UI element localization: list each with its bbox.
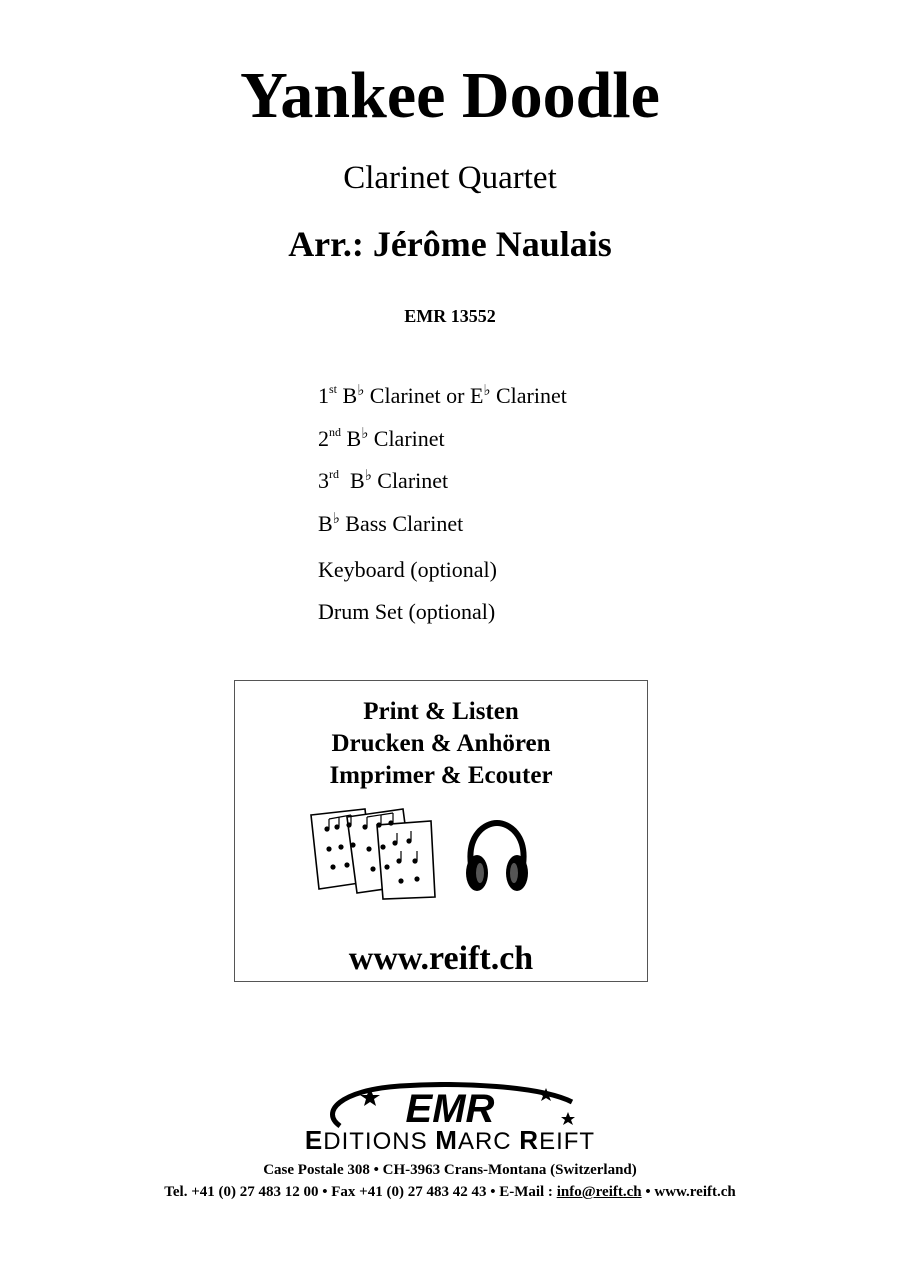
promo-line-de: Drucken & Anhören: [331, 730, 551, 757]
catalog-number: EMR 13552: [404, 306, 496, 326]
instrument-5: Keyboard (optional): [318, 557, 497, 582]
promo-line-en: Print & Listen: [363, 698, 519, 725]
instrument-1: 1st B♭ Clarinet or E♭ Clarinet: [318, 382, 567, 408]
publisher-contact: Tel. +41 (0) 27 483 12 00 • Fax +41 (0) 27 483 42 43 • E-Mail : info@reift.ch • www.reift.ch: [164, 1184, 736, 1200]
instrument-3: 3rd B♭ Clarinet: [318, 467, 449, 493]
subtitle: Clarinet Quartet: [343, 160, 557, 196]
instrument-6: Drum Set (optional): [318, 599, 496, 624]
instrument-2: 2nd B♭ Clarinet: [318, 425, 445, 451]
print-listen-box: [234, 680, 648, 982]
promo-url[interactable]: www.reift.ch: [348, 940, 534, 977]
instrument-4: B♭ Bass Clarinet: [318, 511, 464, 536]
logo-text: EMR: [405, 1087, 495, 1131]
publisher-name: EDITIONS MARC REIFT: [304, 1125, 596, 1155]
page-title: Yankee Doodle: [240, 59, 660, 132]
sheet-music-icon: [307, 805, 439, 901]
email-link[interactable]: info@reift.ch: [556, 1184, 642, 1200]
headphones-icon: [461, 819, 533, 895]
promo-line-fr: Imprimer & Ecouter: [329, 762, 553, 789]
arranger: Arr.: Jérôme Naulais: [288, 224, 612, 264]
publisher-address: Case Postale 308 • CH-3963 Crans-Montana (Switzerland): [263, 1162, 637, 1178]
